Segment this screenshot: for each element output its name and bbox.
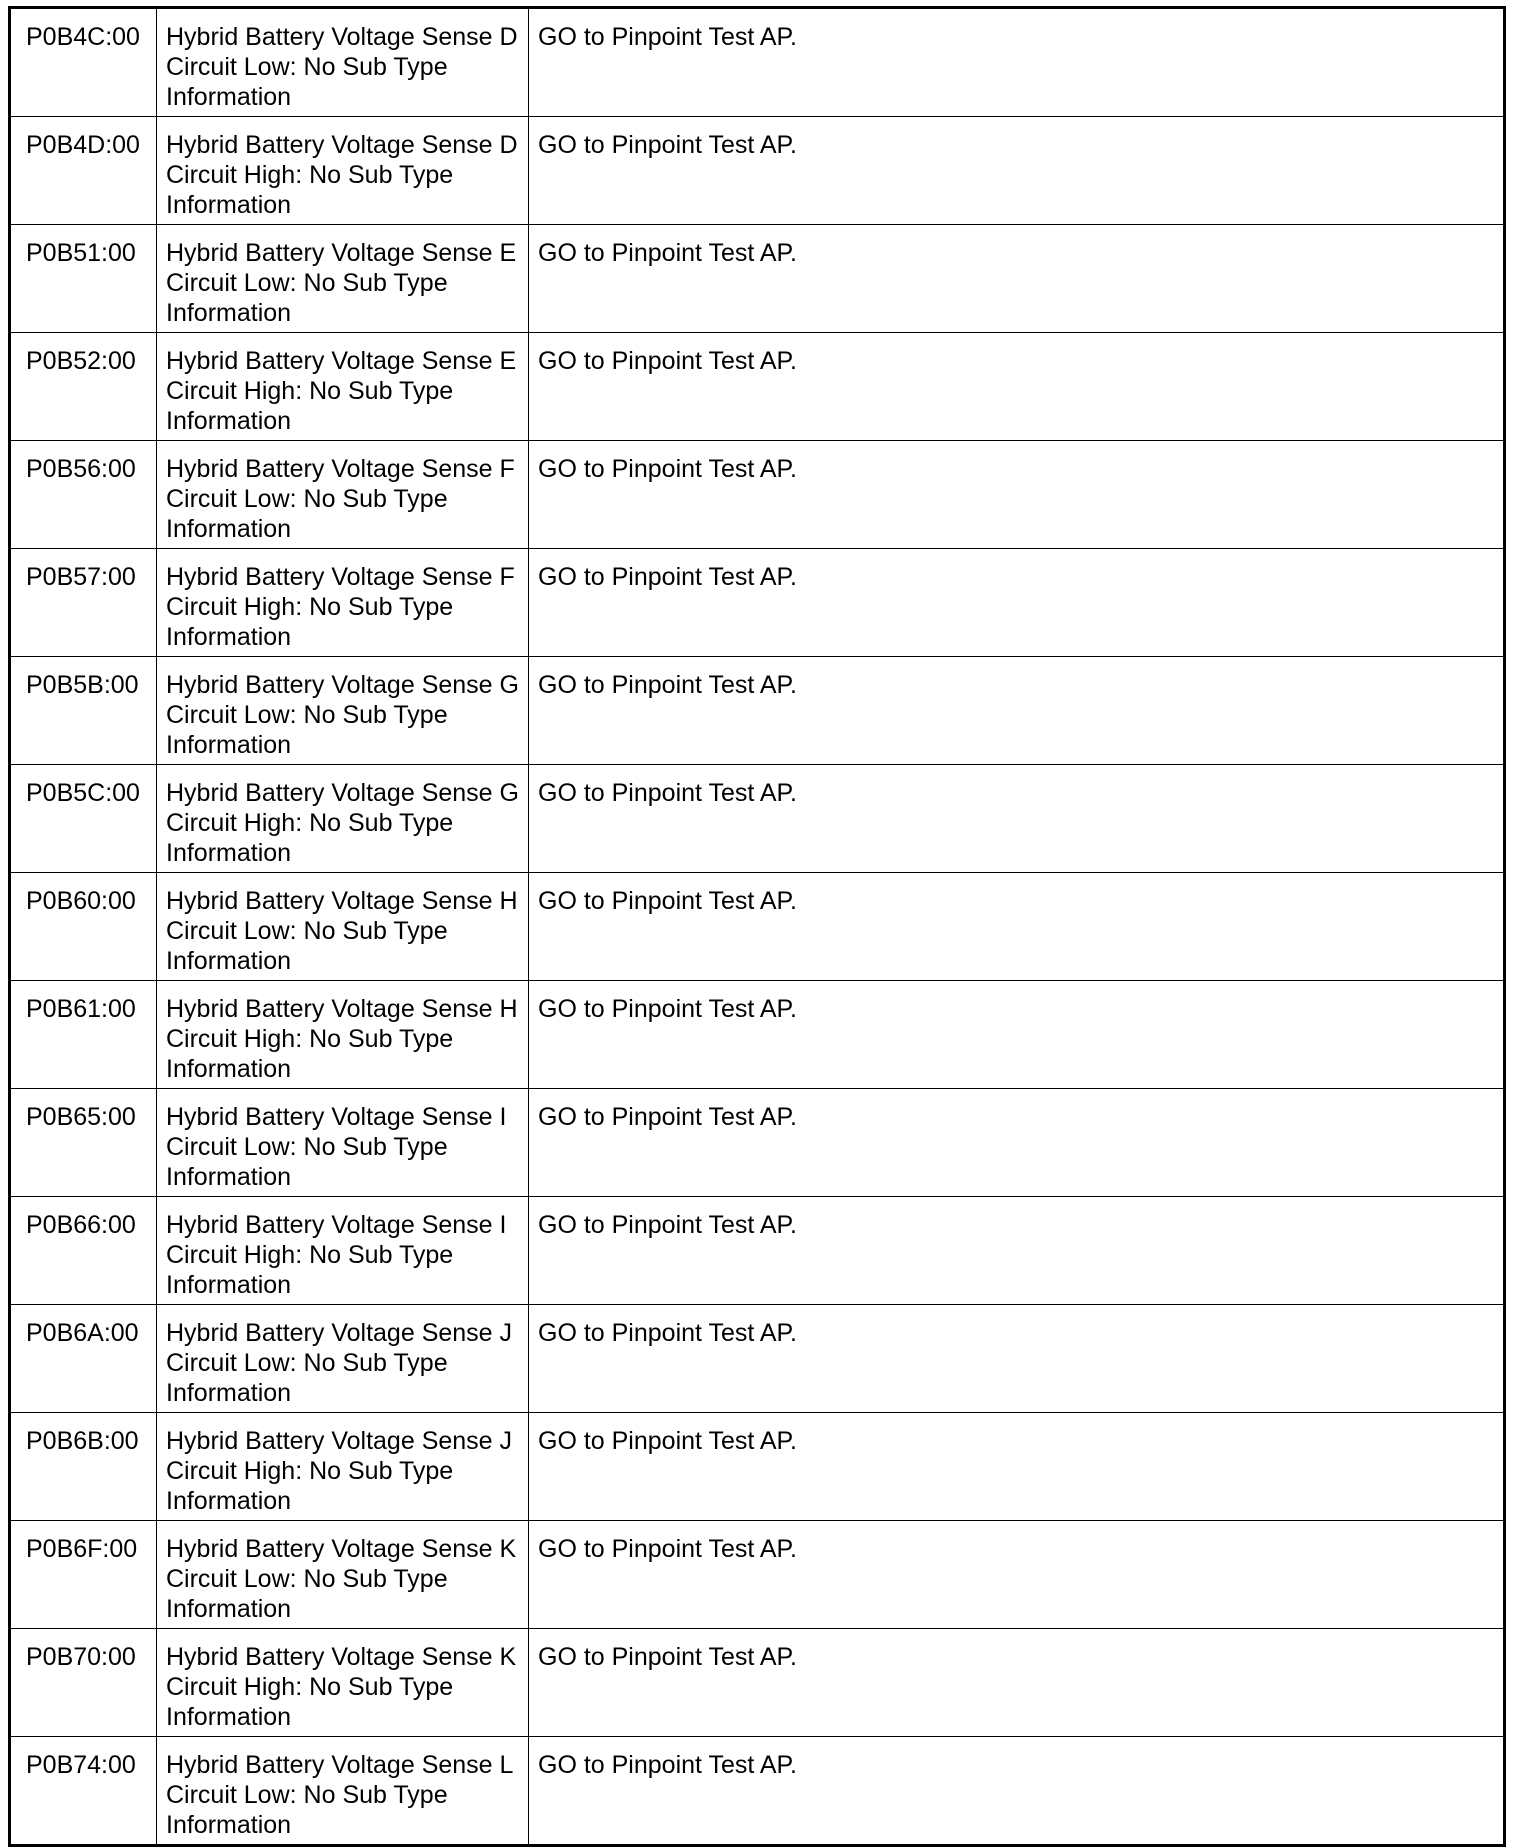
dtc-code-cell [10,1305,157,1413]
dtc-action-cell [529,1413,1505,1521]
dtc-description-cell [157,1197,529,1305]
dtc-code: P0B66:00 [26,1211,136,1239]
table-row [10,1737,1505,1846]
dtc-description: Hybrid Battery Voltage Sense K Circuit Low: No Sub Type Information [166,1535,517,1623]
dtc-description-cell [157,225,529,333]
table-row [10,1197,1505,1305]
dtc-action: GO to Pinpoint Test AP. [538,563,797,591]
dtc-description-cell [157,1521,529,1629]
dtc-code-cell [10,873,157,981]
dtc-code-cell [10,1629,157,1737]
dtc-code-cell [10,117,157,225]
dtc-action: GO to Pinpoint Test AP. [538,1427,797,1455]
dtc-code-cell [10,8,157,117]
dtc-code: P0B56:00 [26,455,136,483]
dtc-code: P0B6B:00 [26,1427,139,1455]
dtc-code-cell [10,1521,157,1629]
dtc-action: GO to Pinpoint Test AP. [538,1103,797,1131]
dtc-description: Hybrid Battery Voltage Sense L Circuit Low: No Sub Type Information [166,1751,514,1839]
dtc-table [8,6,1506,1847]
dtc-code: P0B61:00 [26,995,136,1023]
dtc-description: Hybrid Battery Voltage Sense E Circuit High: No Sub Type Information [166,347,517,435]
table-row [10,1629,1505,1737]
table-row [10,1305,1505,1413]
table-row [10,765,1505,873]
table-row [10,8,1505,117]
dtc-action: GO to Pinpoint Test AP. [538,239,797,267]
dtc-description: Hybrid Battery Voltage Sense E Circuit Low: No Sub Type Information [166,239,517,327]
table-row [10,1413,1505,1521]
dtc-description-cell [157,8,529,117]
dtc-code-cell [10,1737,157,1846]
dtc-code-cell [10,333,157,441]
dtc-action-cell [529,765,1505,873]
dtc-action-cell [529,1521,1505,1629]
dtc-action-cell [529,657,1505,765]
table-row [10,549,1505,657]
dtc-action: GO to Pinpoint Test AP. [538,23,797,51]
dtc-action-cell [529,1089,1505,1197]
table-row [10,981,1505,1089]
dtc-action-cell [529,981,1505,1089]
dtc-code-cell [10,441,157,549]
dtc-description-cell [157,441,529,549]
dtc-action-cell [529,873,1505,981]
dtc-description: Hybrid Battery Voltage Sense D Circuit High: No Sub Type Information [166,131,518,219]
dtc-description: Hybrid Battery Voltage Sense F Circuit Low: No Sub Type Information [166,455,515,543]
dtc-action-cell [529,549,1505,657]
dtc-description: Hybrid Battery Voltage Sense G Circuit Low: No Sub Type Information [166,671,519,759]
dtc-description: Hybrid Battery Voltage Sense F Circuit High: No Sub Type Information [166,563,515,651]
dtc-code: P0B60:00 [26,887,136,915]
table-row [10,441,1505,549]
dtc-description: Hybrid Battery Voltage Sense G Circuit High: No Sub Type Information [166,779,519,867]
dtc-action-cell [529,1737,1505,1846]
dtc-description: Hybrid Battery Voltage Sense K Circuit High: No Sub Type Information [166,1643,517,1731]
dtc-code: P0B51:00 [26,239,136,267]
dtc-action-cell [529,117,1505,225]
dtc-code: P0B4D:00 [26,131,140,159]
dtc-description-cell [157,1305,529,1413]
dtc-description-cell [157,873,529,981]
dtc-description-cell [157,549,529,657]
dtc-action: GO to Pinpoint Test AP. [538,1535,797,1563]
dtc-description: Hybrid Battery Voltage Sense H Circuit Low: No Sub Type Information [166,887,518,975]
dtc-code-cell [10,225,157,333]
dtc-code-cell [10,765,157,873]
dtc-action-cell [529,441,1505,549]
table-row [10,117,1505,225]
dtc-code: P0B52:00 [26,347,136,375]
dtc-action: GO to Pinpoint Test AP. [538,1643,797,1671]
table-row [10,1089,1505,1197]
dtc-code: P0B5B:00 [26,671,139,699]
dtc-code-cell [10,1089,157,1197]
dtc-action-cell [529,333,1505,441]
dtc-description-cell [157,765,529,873]
dtc-code-cell [10,981,157,1089]
dtc-code: P0B74:00 [26,1751,136,1779]
dtc-action-cell [529,225,1505,333]
dtc-action: GO to Pinpoint Test AP. [538,671,797,699]
dtc-action: GO to Pinpoint Test AP. [538,1211,797,1239]
table-row [10,873,1505,981]
table-row [10,1521,1505,1629]
dtc-code-cell [10,549,157,657]
dtc-action-cell [529,1197,1505,1305]
dtc-description: Hybrid Battery Voltage Sense J Circuit High: No Sub Type Information [166,1427,513,1515]
dtc-description-cell [157,981,529,1089]
dtc-description-cell [157,657,529,765]
dtc-description-cell [157,1629,529,1737]
dtc-action: GO to Pinpoint Test AP. [538,1751,797,1779]
dtc-description: Hybrid Battery Voltage Sense J Circuit Low: No Sub Type Information [166,1319,513,1407]
dtc-description: Hybrid Battery Voltage Sense D Circuit Low: No Sub Type Information [166,23,518,111]
dtc-description-cell [157,1413,529,1521]
dtc-action-cell [529,1305,1505,1413]
dtc-code: P0B57:00 [26,563,136,591]
dtc-action: GO to Pinpoint Test AP. [538,995,797,1023]
dtc-table-body [10,8,1505,1846]
dtc-action: GO to Pinpoint Test AP. [538,455,797,483]
dtc-action-cell [529,1629,1505,1737]
dtc-code: P0B5C:00 [26,779,140,807]
dtc-description: Hybrid Battery Voltage Sense I Circuit Low: No Sub Type Information [166,1103,507,1191]
dtc-code-cell [10,1413,157,1521]
dtc-action-cell [529,8,1505,117]
dtc-description-cell [157,117,529,225]
dtc-code: P0B70:00 [26,1643,136,1671]
dtc-code: P0B4C:00 [26,23,140,51]
dtc-description: Hybrid Battery Voltage Sense I Circuit High: No Sub Type Information [166,1211,507,1299]
dtc-code-cell [10,657,157,765]
dtc-action: GO to Pinpoint Test AP. [538,347,797,375]
dtc-action: GO to Pinpoint Test AP. [538,887,797,915]
dtc-action: GO to Pinpoint Test AP. [538,131,797,159]
table-row [10,333,1505,441]
table-row [10,225,1505,333]
table-row [10,657,1505,765]
dtc-code: P0B6F:00 [26,1535,138,1563]
dtc-action: GO to Pinpoint Test AP. [538,779,797,807]
dtc-description-cell [157,1089,529,1197]
dtc-description-cell [157,333,529,441]
dtc-description: Hybrid Battery Voltage Sense H Circuit High: No Sub Type Information [166,995,518,1083]
dtc-description-cell [157,1737,529,1846]
dtc-code-cell [10,1197,157,1305]
dtc-code: P0B65:00 [26,1103,136,1131]
dtc-code: P0B6A:00 [26,1319,139,1347]
dtc-action: GO to Pinpoint Test AP. [538,1319,797,1347]
